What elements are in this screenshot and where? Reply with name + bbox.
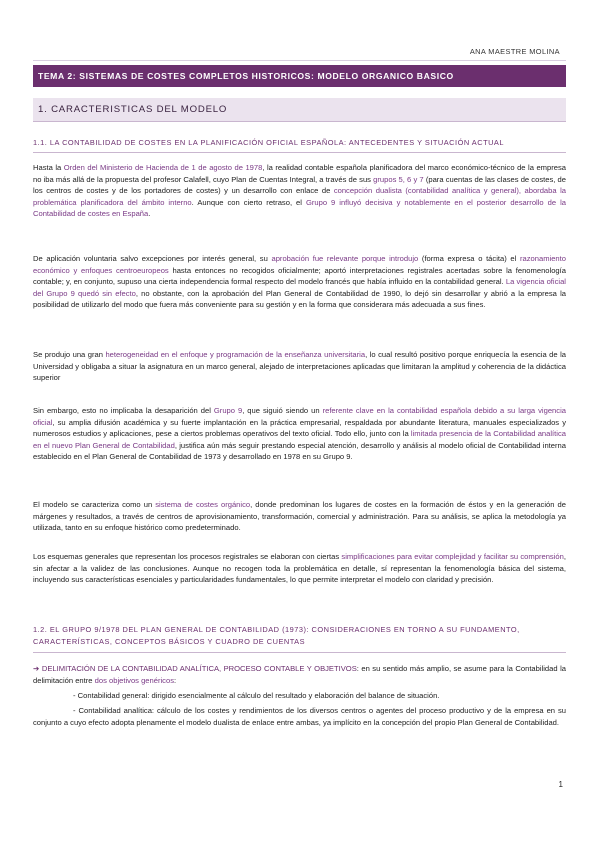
subsection-title-1-2: 1.2. EL GRUPO 9/1978 DEL PLAN GENERAL DE CONTABILIDAD (1973): CONSIDERACIONES EN TORNO A SU FUNDAMENTO, CARACTERÍSTICAS, CONCEPTOS BÁSICOS Y CUADRO DE CUENTAS — [33, 625, 520, 646]
header-divider — [33, 60, 566, 61]
subsection-title-1-1: 1.1. LA CONTABILIDAD DE COSTES EN LA PLANIFICACIÓN OFICIAL ESPAÑOLA: ANTECEDENTES Y SITUACIÓN ACTUAL — [33, 138, 504, 147]
paragraph-6: Los esquemas generales que representan los procesos registrales se elaboran con ciertas simplificaciones para evitar complejidad y facilitar su comprensión, sin afectar a la validez de las conclusiones. Aunque no recogen toda la problemática en detalle, sí representan la fenomenología básica del sistema, incluyendo sus características esenciales y particularidades fundamentales, lo que permite interpretar el modelo con claridad y precisión. — [33, 552, 566, 585]
arrow-right-icon: ➔ — [33, 664, 40, 673]
paragraph-5: El modelo se caracteriza como un sistema de costes orgánico, donde predominan los lugares de costes en la formación de éstos y en la generación de márgenes y resultados, a través de centros de aprovisionamiento, transformación, comercial y administración. Para su análisis, se aplica la metodología ya utilizada, tanto en su enfoque histórico como predeterminado. — [33, 500, 566, 533]
author-name: ANA MAESTRE MOLINA — [469, 47, 560, 56]
page-number: 1 — [558, 780, 563, 789]
paragraph-2: De aplicación voluntaria salvo excepciones por interés general, su aprobación fue relevante porque introdujo (forma expresa o tácita) el razonamiento económico y enfoques centroeuropeos hasta entonces no recogidos oficialmente; aportó interpretaciones registrales acertadas sobre la fenomenología contable; y, en conjunto, supuso una cierta independencia formal respecto del modelo francés que había influido en la contabilidad general. La vigencia oficial del Grupo 9 quedó sin efecto, no obstante, con la aprobación del Plan General de Contabilidad de 1990, lo dejó sin desarrollar y abrió a la empresa la posibilidad de utilizarlo del modo que fuera más conveniente para su gestión y en la forma que considerara más adecuada a sus fines. — [33, 254, 566, 310]
paragraph-3: Se produjo una gran heterogeneidad en el enfoque y programación de la enseñanza universitaria, lo cual resultó positivo porque enriquecía la esencia de la Universidad y obligaba a situar la asignatura en un marco general, alejado de interpretaciones aplicadas que limitaran la amplitud y coherencia de la didáctica superior — [33, 350, 566, 383]
paragraph-4: Sin embargo, esto no implicaba la desaparición del Grupo 9, que siguió siendo un referente clave en la contabilidad española debido a su larga vigencia oficial, su amplia difusión académica y su fuerte implantación en la práctica empresarial, respaldada por abundante literatura, manuales especializados y numerosos estudios y aplicaciones, pese a ciertos problemas operativos del texto oficial. Todo ello, junto con la limitada presencia de la Contabilidad analítica en el nuevo Plan General de Contabilidad, justifica aún más seguir prestando especial atención, desarrollo y análisis al modelo oficial de Contabilidad interna establecido en el Plan General de Contabilidad de 1973 y desarrollado en 1978 en su Grupo 9. — [33, 406, 566, 462]
subsection-divider — [33, 152, 566, 153]
paragraph-1: Hasta la Orden del Ministerio de Hacienda de 1 de agosto de 1978, la realidad contable española planificadora del marco económico-técnico de la empresa no iba más allá de la propuesta del profesor Calafell, cuyo Plan de Cuentas Integral, a través de sus grupos 5, 6 y 7 (para cuentas de las clases de costes, de los centros de costes y de los portadores de costes) y un desarrollo con enlace de concepción dualista (contabilidad analítica y general), abordaba la problemática planificadora del ámbito interno. Aunque con cierto retraso, el Grupo 9 influyó decisiva y notablemente en el posterior desarrollo de la Contabilidad de costes en España. — [33, 163, 567, 219]
section-title: 1. CARACTERISTICAS DEL MODELO — [33, 98, 566, 122]
list-item: - Contabilidad analítica: cálculo de los costes y rendimientos de los diversos centros o agentes del proceso productivo y de la empresa en su conjunto a cuyo efecto adopta plenamente el modelo dualista de enlace entre ambas, ya implícito en la concepción del propio Plan General de Contabilidad. — [33, 706, 566, 727]
bullet-delimitacion: ➔ DELIMITACIÓN DE LA CONTABILIDAD ANALÍTICA, PROCESO CONTABLE Y OBJETIVOS: en su sentido más amplio, se asume para la Contabilidad la delimitación entre dos objetivos genéricos: — [33, 664, 566, 685]
list-item: - Contabilidad general: dirigido esencialmente al cálculo del resultado y elaboración del balance de situación. — [73, 691, 440, 700]
subsection-divider — [33, 652, 566, 653]
tema-title: TEMA 2: SISTEMAS DE COSTES COMPLETOS HISTORICOS: MODELO ORGANICO BASICO — [33, 65, 566, 87]
